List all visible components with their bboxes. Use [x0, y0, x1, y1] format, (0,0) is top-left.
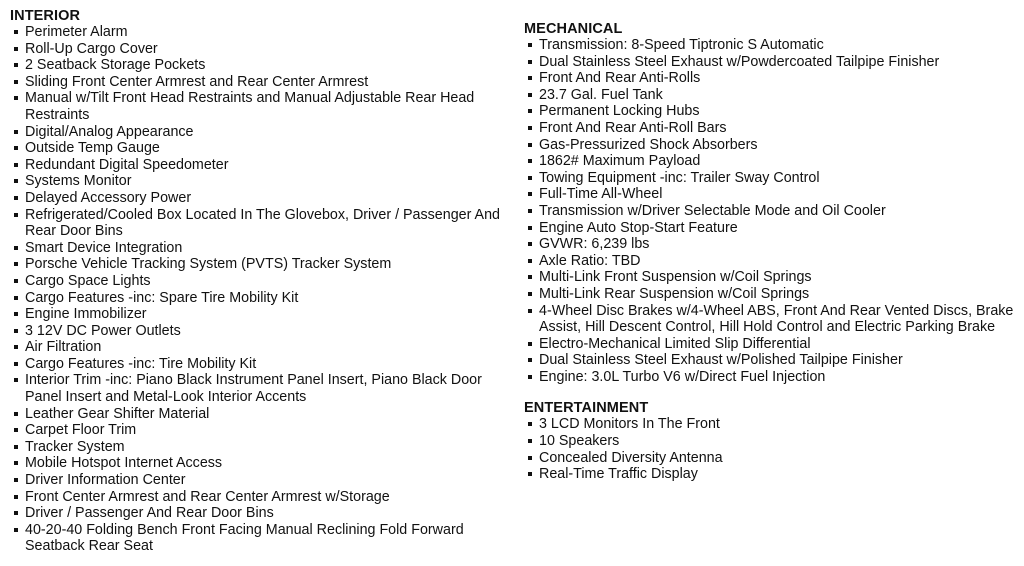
feature-item: [10, 207, 510, 240]
feature-text: Sliding Front Center Armrest and Rear Center Armrest: [25, 73, 369, 90]
feature-text: Air Filtration: [25, 339, 102, 356]
square-bullet-icon: [14, 461, 18, 465]
feature-text: 40-20-40 Folding Bench Front Facing Manual Reclining Fold Forward Seatback Rear Seat: [25, 521, 464, 555]
interior-list: [10, 24, 510, 555]
square-bullet-icon: [14, 478, 18, 482]
entertainment-list: [524, 416, 1019, 482]
feature-item: [524, 336, 1019, 353]
feature-item: [524, 416, 1019, 433]
square-bullet-icon: [528, 292, 532, 296]
square-bullet-icon: [14, 213, 18, 217]
feature-text: GVWR: 6,239 lbs: [539, 236, 650, 253]
square-bullet-icon: [528, 209, 532, 213]
square-bullet-icon: [528, 126, 532, 130]
feature-item: [10, 372, 510, 405]
feature-item: [10, 124, 510, 141]
feature-item: [10, 339, 510, 356]
square-bullet-icon: [528, 176, 532, 180]
feature-item: [524, 253, 1019, 270]
feature-text: 2 Seatback Storage Pockets: [25, 57, 206, 74]
mechanical-section: [524, 21, 1019, 385]
feature-item: [10, 57, 510, 74]
feature-item: [524, 37, 1019, 54]
feature-text: Towing Equipment -inc: Trailer Sway Control: [539, 169, 820, 186]
square-bullet-icon: [14, 246, 18, 250]
feature-item: [10, 306, 510, 323]
feature-text: Roll-Up Cargo Cover: [25, 40, 158, 57]
square-bullet-icon: [14, 179, 18, 183]
entertainment-title: ENTERTAINMENT: [524, 400, 649, 417]
square-bullet-icon: [14, 495, 18, 499]
feature-item: [10, 422, 510, 439]
square-bullet-icon: [528, 422, 532, 426]
feature-item: [524, 286, 1019, 303]
square-bullet-icon: [14, 262, 18, 266]
square-bullet-icon: [528, 109, 532, 113]
feature-text: Front Center Armrest and Rear Center Armrest w/Storage: [25, 488, 390, 505]
square-bullet-icon: [14, 63, 18, 67]
feature-item: [524, 450, 1019, 467]
feature-text: 3 LCD Monitors In The Front: [539, 416, 720, 433]
feature-item: [10, 24, 510, 41]
feature-text: Driver Information Center: [25, 472, 186, 489]
feature-item: [524, 466, 1019, 483]
feature-text: 4-Wheel Disc Brakes w/4-Wheel ABS, Front And Rear Vented Discs, Brake Assist, Hill Descent Control, Hill Hold Control and Electric Parking Brake: [539, 302, 1014, 336]
square-bullet-icon: [528, 60, 532, 64]
square-bullet-icon: [528, 439, 532, 443]
square-bullet-icon: [528, 159, 532, 163]
feature-text: Engine Immobilizer: [25, 306, 147, 323]
feature-text: Perimeter Alarm: [25, 24, 128, 40]
square-bullet-icon: [528, 242, 532, 246]
feature-text: Cargo Features -inc: Tire Mobility Kit: [25, 355, 257, 372]
feature-item: [10, 323, 510, 340]
mechanical-title: MECHANICAL: [524, 21, 623, 37]
square-bullet-icon: [14, 96, 18, 100]
square-bullet-icon: [14, 312, 18, 316]
feature-text: Transmission: 8-Speed Tiptronic S Automatic: [539, 37, 824, 53]
feature-text: Carpet Floor Trim: [25, 422, 137, 439]
square-bullet-icon: [528, 93, 532, 97]
feature-item: [10, 522, 510, 555]
feature-text: Full-Time All-Wheel: [539, 186, 663, 203]
feature-text: Cargo Space Lights: [25, 272, 151, 289]
feature-text: Manual w/Tilt Front Head Restraints and Manual Adjustable Rear Head Restraints: [25, 90, 475, 123]
square-bullet-icon: [14, 296, 18, 300]
feature-text: Front And Rear Anti-Roll Bars: [539, 119, 727, 136]
feature-text: 3 12V DC Power Outlets: [25, 322, 181, 339]
feature-item: [524, 186, 1019, 203]
feature-text: Dual Stainless Steel Exhaust w/Powdercoated Tailpipe Finisher: [539, 53, 940, 70]
feature-item: [524, 103, 1019, 120]
feature-text: Driver / Passenger And Rear Door Bins: [25, 505, 274, 522]
feature-text: Axle Ratio: TBD: [539, 252, 641, 269]
feature-text: Outside Temp Gauge: [25, 140, 160, 157]
feature-item: [10, 256, 510, 273]
feature-text: Transmission w/Driver Selectable Mode and Oil Cooler: [539, 202, 886, 219]
square-bullet-icon: [528, 309, 532, 313]
feature-text: Porsche Vehicle Tracking System (PVTS) Tracker System: [25, 256, 392, 273]
square-bullet-icon: [14, 30, 18, 34]
square-bullet-icon: [528, 143, 532, 147]
interior-title: INTERIOR: [10, 8, 81, 24]
feature-item: [524, 70, 1019, 87]
square-bullet-icon: [528, 456, 532, 460]
square-bullet-icon: [528, 342, 532, 346]
square-bullet-icon: [528, 76, 532, 80]
feature-item: [10, 240, 510, 257]
feature-item: [524, 352, 1019, 369]
feature-item: [10, 190, 510, 207]
feature-text: Engine: 3.0L Turbo V6 w/Direct Fuel Injection: [539, 368, 826, 385]
feature-item: [10, 290, 510, 307]
feature-text: Electro-Mechanical Limited Slip Differential: [539, 335, 811, 352]
square-bullet-icon: [528, 259, 532, 263]
feature-item: [524, 120, 1019, 137]
feature-item: [10, 489, 510, 506]
square-bullet-icon: [14, 146, 18, 150]
feature-text: Cargo Features -inc: Spare Tire Mobility Kit: [25, 289, 299, 306]
feature-text: Mobile Hotspot Internet Access: [25, 455, 223, 472]
right-column: [524, 21, 1019, 483]
mechanical-list: [524, 37, 1019, 385]
feature-text: Redundant Digital Speedometer: [25, 156, 229, 173]
feature-text: Digital/Analog Appearance: [25, 123, 194, 140]
square-bullet-icon: [14, 163, 18, 167]
feature-item: [524, 269, 1019, 286]
feature-text: Leather Gear Shifter Material: [25, 405, 210, 422]
feature-item: [10, 273, 510, 290]
feature-item: [10, 472, 510, 489]
interior-section: [10, 8, 510, 555]
feature-item: [10, 140, 510, 157]
feature-item: [10, 406, 510, 423]
feature-item: [524, 369, 1019, 386]
feature-text: Systems Monitor: [25, 173, 132, 190]
square-bullet-icon: [14, 279, 18, 283]
square-bullet-icon: [528, 226, 532, 230]
feature-text: Engine Auto Stop-Start Feature: [539, 219, 738, 236]
square-bullet-icon: [528, 472, 532, 476]
square-bullet-icon: [14, 362, 18, 366]
feature-item: [524, 137, 1019, 154]
feature-item: [10, 90, 510, 123]
square-bullet-icon: [528, 275, 532, 279]
feature-item: [10, 157, 510, 174]
square-bullet-icon: [14, 345, 18, 349]
feature-item: [524, 220, 1019, 237]
square-bullet-icon: [14, 378, 18, 382]
feature-text: Permanent Locking Hubs: [539, 103, 700, 120]
square-bullet-icon: [14, 329, 18, 333]
feature-item: [524, 433, 1019, 450]
feature-item: [10, 455, 510, 472]
feature-item: [10, 173, 510, 190]
left-column: [10, 8, 510, 555]
feature-item: [524, 303, 1019, 336]
feature-item: [524, 87, 1019, 104]
square-bullet-icon: [14, 130, 18, 134]
feature-item: [524, 236, 1019, 253]
feature-text: Gas-Pressurized Shock Absorbers: [539, 136, 758, 153]
feature-text: Tracker System: [25, 438, 125, 455]
square-bullet-icon: [528, 358, 532, 362]
feature-text: Dual Stainless Steel Exhaust w/Polished Tailpipe Finisher: [539, 352, 903, 369]
square-bullet-icon: [14, 80, 18, 84]
feature-text: Multi-Link Rear Suspension w/Coil Springs: [539, 285, 810, 302]
feature-text: Refrigerated/Cooled Box Located In The Glovebox, Driver / Passenger And Rear Door Bins: [25, 206, 500, 240]
square-bullet-icon: [528, 43, 532, 47]
feature-text: Delayed Accessory Power: [25, 189, 192, 206]
feature-text: 10 Speakers: [539, 433, 620, 450]
feature-text: 23.7 Gal. Fuel Tank: [539, 86, 663, 103]
feature-item: [10, 505, 510, 522]
feature-item: [524, 203, 1019, 220]
square-bullet-icon: [528, 192, 532, 196]
feature-text: Smart Device Integration: [25, 239, 183, 256]
feature-text: Concealed Diversity Antenna: [539, 449, 723, 466]
feature-text: Front And Rear Anti-Rolls: [539, 70, 701, 87]
square-bullet-icon: [14, 47, 18, 51]
square-bullet-icon: [14, 412, 18, 416]
feature-item: [10, 74, 510, 91]
feature-item: [524, 170, 1019, 187]
feature-text: Interior Trim -inc: Piano Black Instrument Panel Insert, Piano Black Door Panel Insert and Metal-Look Interior Accents: [25, 372, 482, 406]
square-bullet-icon: [14, 511, 18, 515]
feature-item: [10, 41, 510, 58]
feature-text: Multi-Link Front Suspension w/Coil Springs: [539, 269, 812, 286]
feature-item: [524, 54, 1019, 71]
square-bullet-icon: [528, 375, 532, 379]
feature-text: 1862# Maximum Payload: [539, 153, 701, 170]
feature-text: Real-Time Traffic Display: [539, 466, 698, 483]
square-bullet-icon: [14, 196, 18, 200]
square-bullet-icon: [14, 528, 18, 532]
entertainment-section: [524, 400, 1019, 482]
square-bullet-icon: [14, 445, 18, 449]
square-bullet-icon: [14, 428, 18, 432]
feature-item: [524, 153, 1019, 170]
feature-item: [10, 356, 510, 373]
feature-item: [10, 439, 510, 456]
